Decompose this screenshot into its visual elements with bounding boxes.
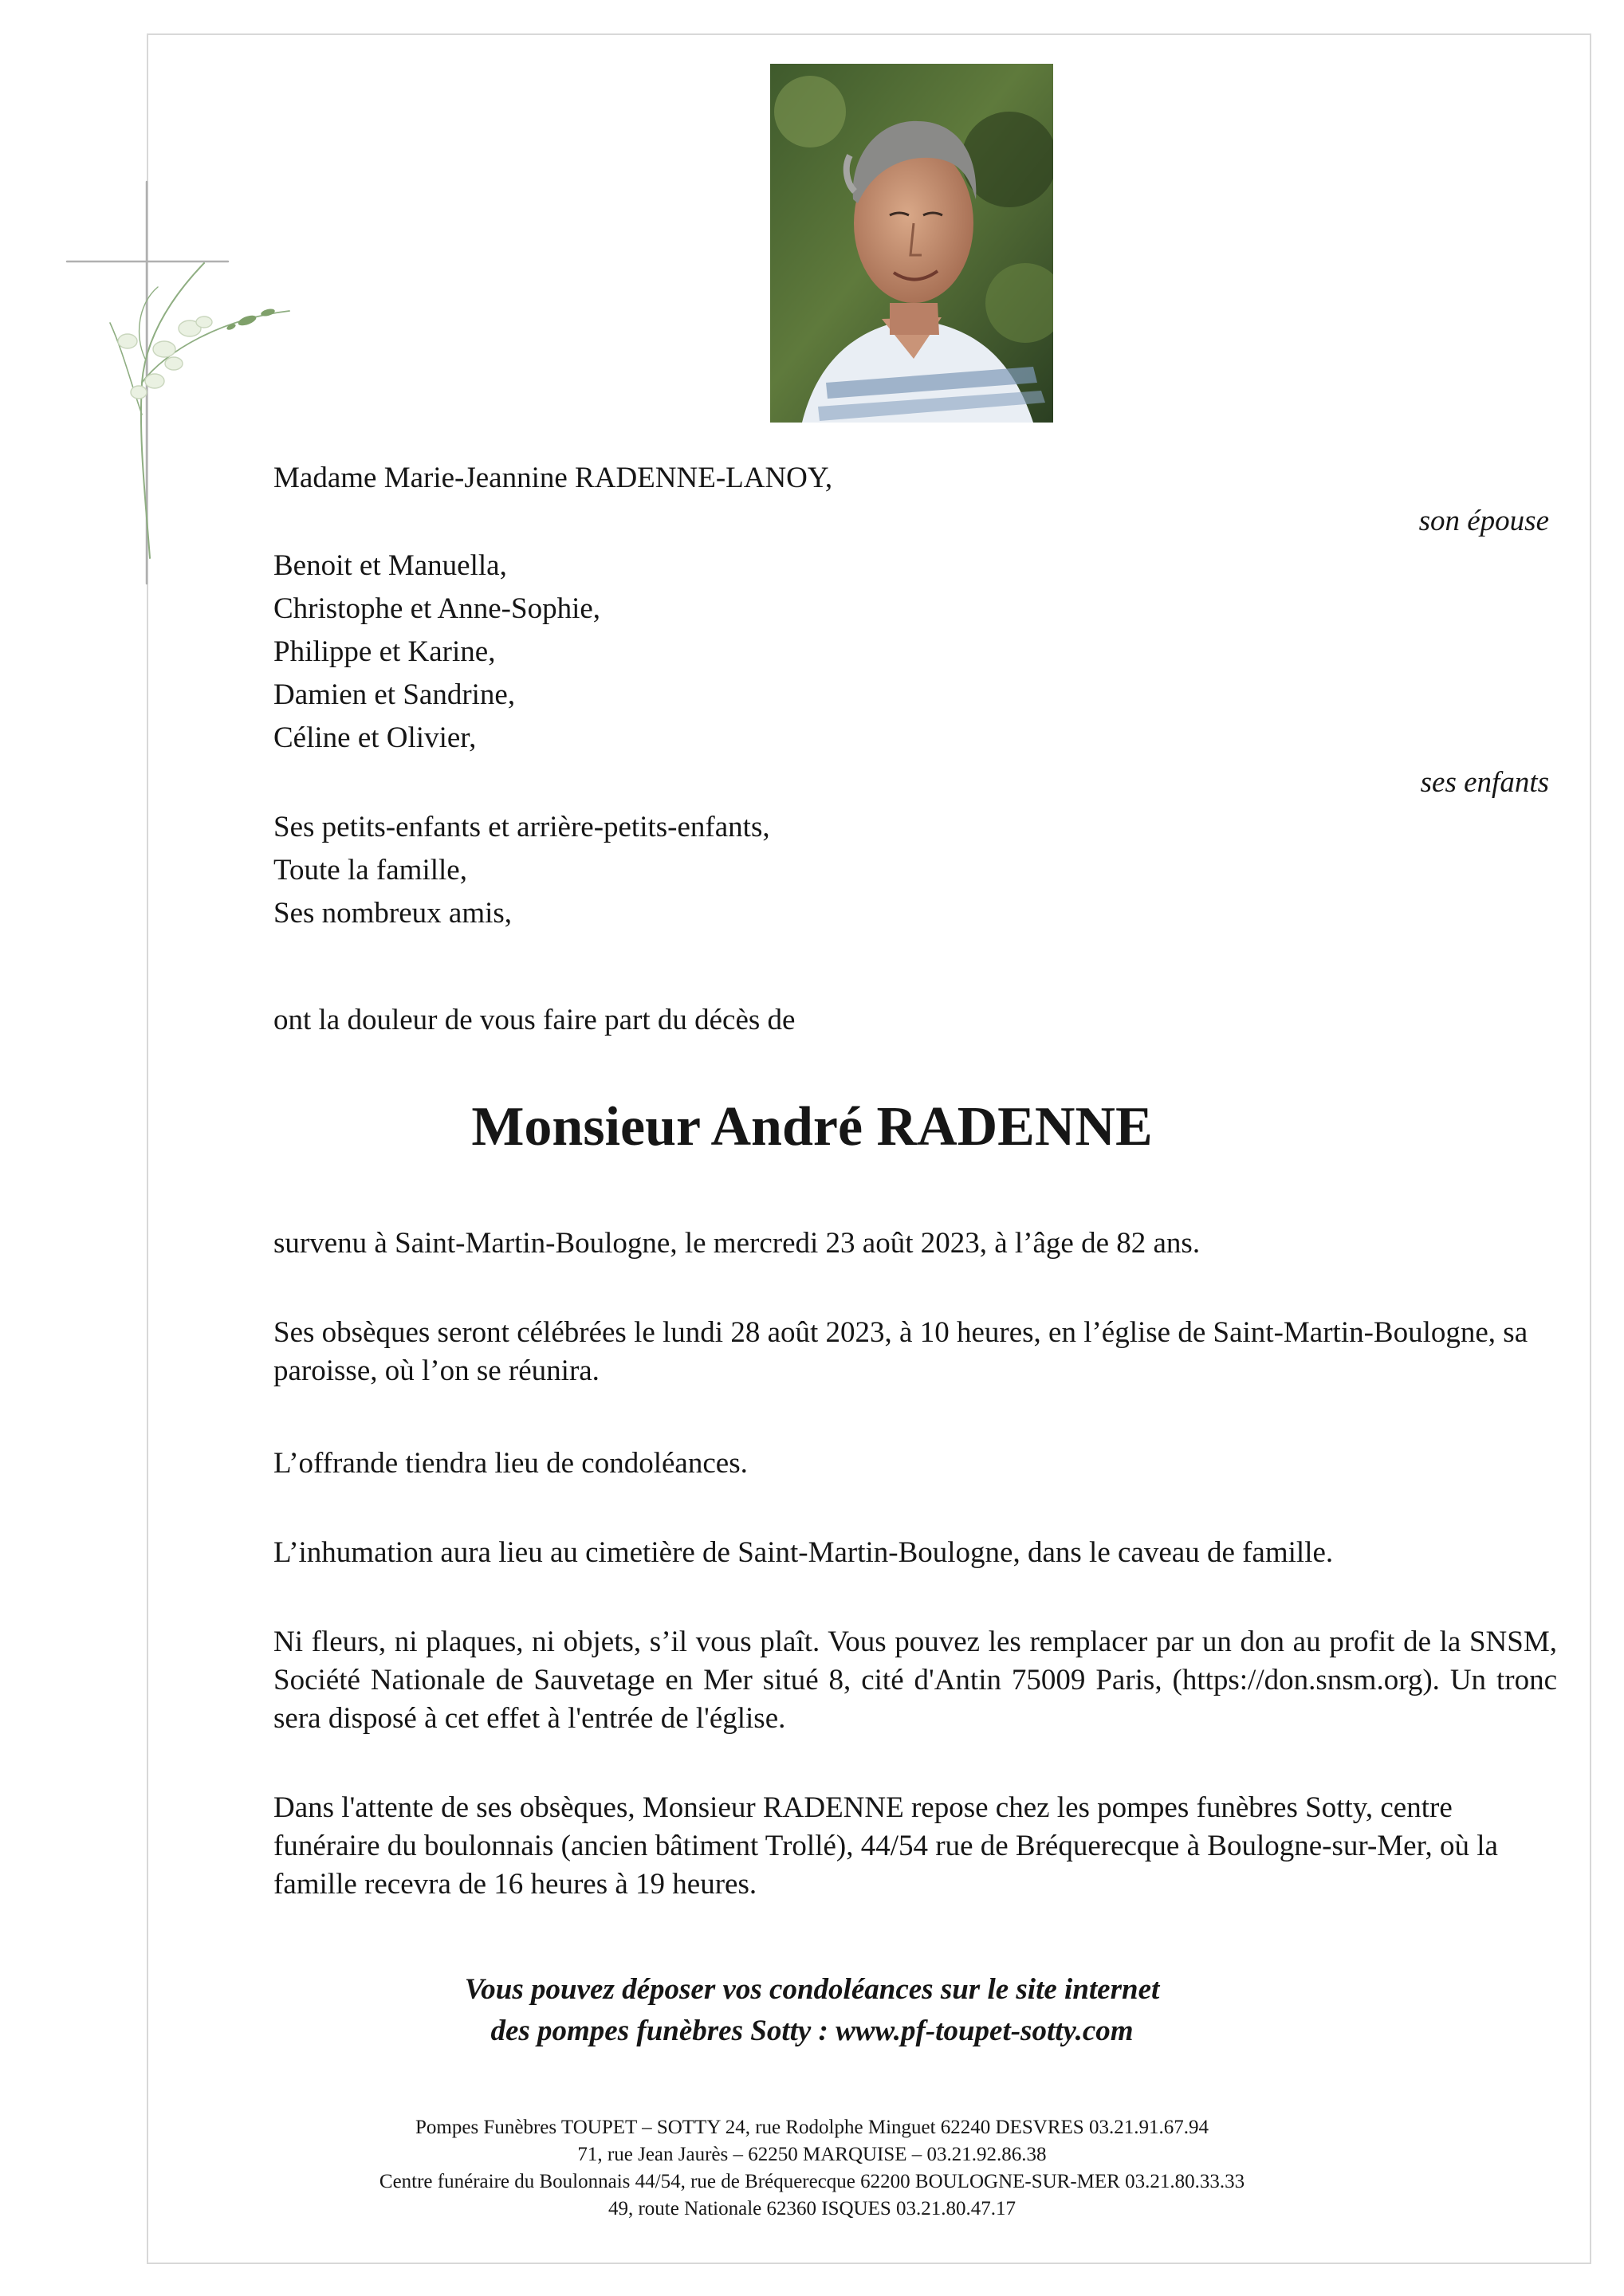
- spouse-role: son épouse: [1418, 505, 1549, 537]
- list-item: Damien et Sandrine,: [273, 678, 516, 711]
- announcement: ont la douleur de vous faire part du décès de: [273, 1004, 796, 1036]
- rest-paragraph: Dans l'attente de ses obsèques, Monsieur RADENNE repose chez les pompes funèbres Sotty, centre funéraire du boulonnais (ancien bâtiment Trollé), 44/54 rue de Bréquerecque à Boulogne-sur-Mer, où la famille recevra de 16 heures à 19 heures.: [273, 1791, 1498, 1901]
- deceased-name: Monsieur André RADENNE: [471, 1096, 1153, 1158]
- flowers-paragraph: Ni fleurs, ni plaques, ni objets, s’il vous plaît. Vous pouvez les remplacer par un don au profit de la SNSM, Société Nationale de Sauvetage en Mer situé 8, cité d'Antin 75009 Paris, (https://don.snsm.org). Un tronc sera disposé à cet effet à l'entrée de l'église.: [273, 1626, 1557, 1735]
- list-item: Toute la famille,: [273, 854, 467, 887]
- children-role: ses enfants: [1420, 766, 1549, 799]
- others-list: [273, 806, 770, 935]
- funeral-paragraph: Ses obsèques seront célébrées le lundi 28 août 2023, à 10 heures, en l’église de Saint-Martin-Boulogne, sa paroisse, où l’on se réunira.: [273, 1316, 1528, 1387]
- children-list: [273, 545, 600, 760]
- burial-paragraph: L’inhumation aura lieu au cimetière de Saint-Martin-Boulogne, dans le caveau de famille.: [273, 1536, 1334, 1569]
- list-item: Philippe et Karine,: [273, 635, 496, 668]
- condolences-note: Vous pouvez déposer vos condoléances sur le site internet des pompes funèbres Sotty : www.pf-toupet-sotty.com: [0, 1969, 1624, 2052]
- list-item: Ses nombreux amis,: [273, 897, 513, 930]
- condolences-link[interactable]: des pompes funèbres Sotty : www.pf-toupet-sotty.com: [490, 2015, 1134, 2047]
- offering-paragraph: L’offrande tiendra lieu de condoléances.: [273, 1447, 748, 1480]
- funeral-home-footer: Pompes Funèbres TOUPET – SOTTY 24, rue Rodolphe Minguet 62240 DESVRES 03.21.91.67.94 71, rue Jean Jaurès – 62250 MARQUISE – 03.21.92.86.38 Centre funéraire du Boulonnais 44/54, rue de Bréquerecque 62200 BOULOGNE-SUR-MER 03.21.80.33.33 49, route Nationale 62360 ISQUES 03.21.80.47.17: [379, 2117, 1245, 2219]
- cross-lily-icon: [62, 175, 301, 590]
- list-item: Christophe et Anne-Sophie,: [273, 592, 601, 625]
- death-paragraph: survenu à Saint-Martin-Boulogne, le mercredi 23 août 2023, à l’âge de 82 ans.: [273, 1227, 1201, 1260]
- list-item: Céline et Olivier,: [273, 721, 477, 754]
- list-item: Ses petits-enfants et arrière-petits-enfants,: [273, 811, 770, 843]
- portrait-photo: [770, 64, 1053, 423]
- list-item: Benoit et Manuella,: [273, 549, 507, 582]
- spouse-line: Madame Marie-Jeannine RADENNE-LANOY,: [273, 462, 833, 494]
